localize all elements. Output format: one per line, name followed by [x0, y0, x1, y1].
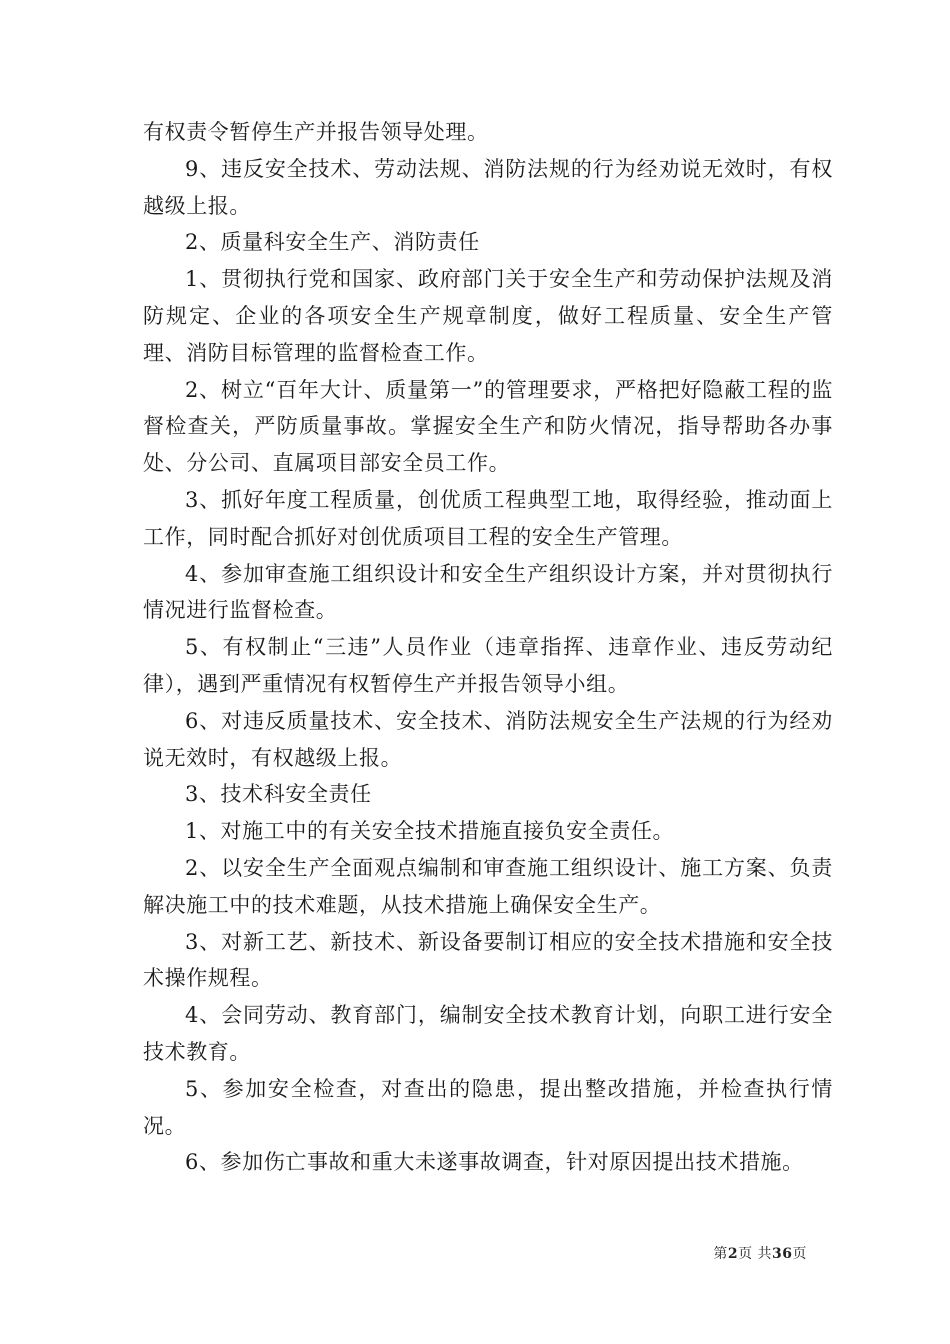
paragraph: 6、参加伤亡事故和重大未遂事故调查，针对原因提出技术措施。	[185, 1150, 804, 1175]
footer-prefix: 第	[713, 1246, 728, 1262]
paragraph: 5、参加安全检查，对查出的隐患，提出整改措施，并检查执行情况。	[143, 1076, 833, 1138]
paragraph: 9、违反安全技术、劳动法规、消防法规的行为经劝说无效时，有权越级上报。	[143, 156, 833, 218]
current-page-number: 2	[727, 1246, 739, 1262]
paragraph: 1、对施工中的有关安全技术措施直接负安全责任。	[185, 819, 675, 844]
section-heading: 3、技术科安全责任	[185, 782, 372, 807]
paragraph: 4、参加审查施工组织设计和安全生产组织设计方案，并对贯彻执行情况进行监督检查。	[143, 561, 833, 623]
paragraph: 3、抓好年度工程质量，创优质工程典型工地，取得经验，推动面上工作，同时配合抓好对创优质项目工程的安全生产管理。	[143, 487, 833, 549]
paragraph: 1、贯彻执行党和国家、政府部门关于安全生产和劳动保护法规及消防规定、企业的各项安全生产规章制度，做好工程质量、安全生产管理、消防目标管理的监督检查工作。	[143, 267, 833, 365]
paragraph: 6、对违反质量技术、安全技术、消防法规安全生产法规的行为经劝说无效时，有权越级上报。	[143, 708, 833, 770]
footer-suffix: 页	[792, 1246, 807, 1262]
document-body	[143, 114, 833, 1181]
paragraph: 有权责令暂停生产并报告领导处理。	[143, 120, 489, 144]
page-number-footer	[713, 1244, 807, 1264]
paragraph: 3、对新工艺、新技术、新设备要制订相应的安全技术措施和安全技术操作规程。	[143, 929, 833, 991]
footer-middle: 页 共	[738, 1246, 773, 1262]
section-heading: 2、质量科安全生产、消防责任	[185, 230, 480, 255]
paragraph: 4、会同劳动、教育部门，编制安全技术教育计划，向职工进行安全技术教育。	[143, 1003, 833, 1064]
paragraph: 2、以安全生产全面观点编制和审查施工组织设计、施工方案、负责解决施工中的技术难题，从技术措施上确保安全生产。	[143, 855, 833, 917]
paragraph: 5、有权制止“三违”人员作业（违章指挥、违章作业、违反劳动纪律），遇到严重情况有权暂停生产并报告领导小组。	[143, 635, 833, 696]
total-page-count: 36	[772, 1246, 793, 1262]
paragraph: 2、树立“百年大计、质量第一”的管理要求，严格把好隐蔽工程的监督检查关，严防质量事故。掌握安全生产和防火情况，指导帮助各办事处、分公司、直属项目部安全员工作。	[143, 377, 833, 476]
